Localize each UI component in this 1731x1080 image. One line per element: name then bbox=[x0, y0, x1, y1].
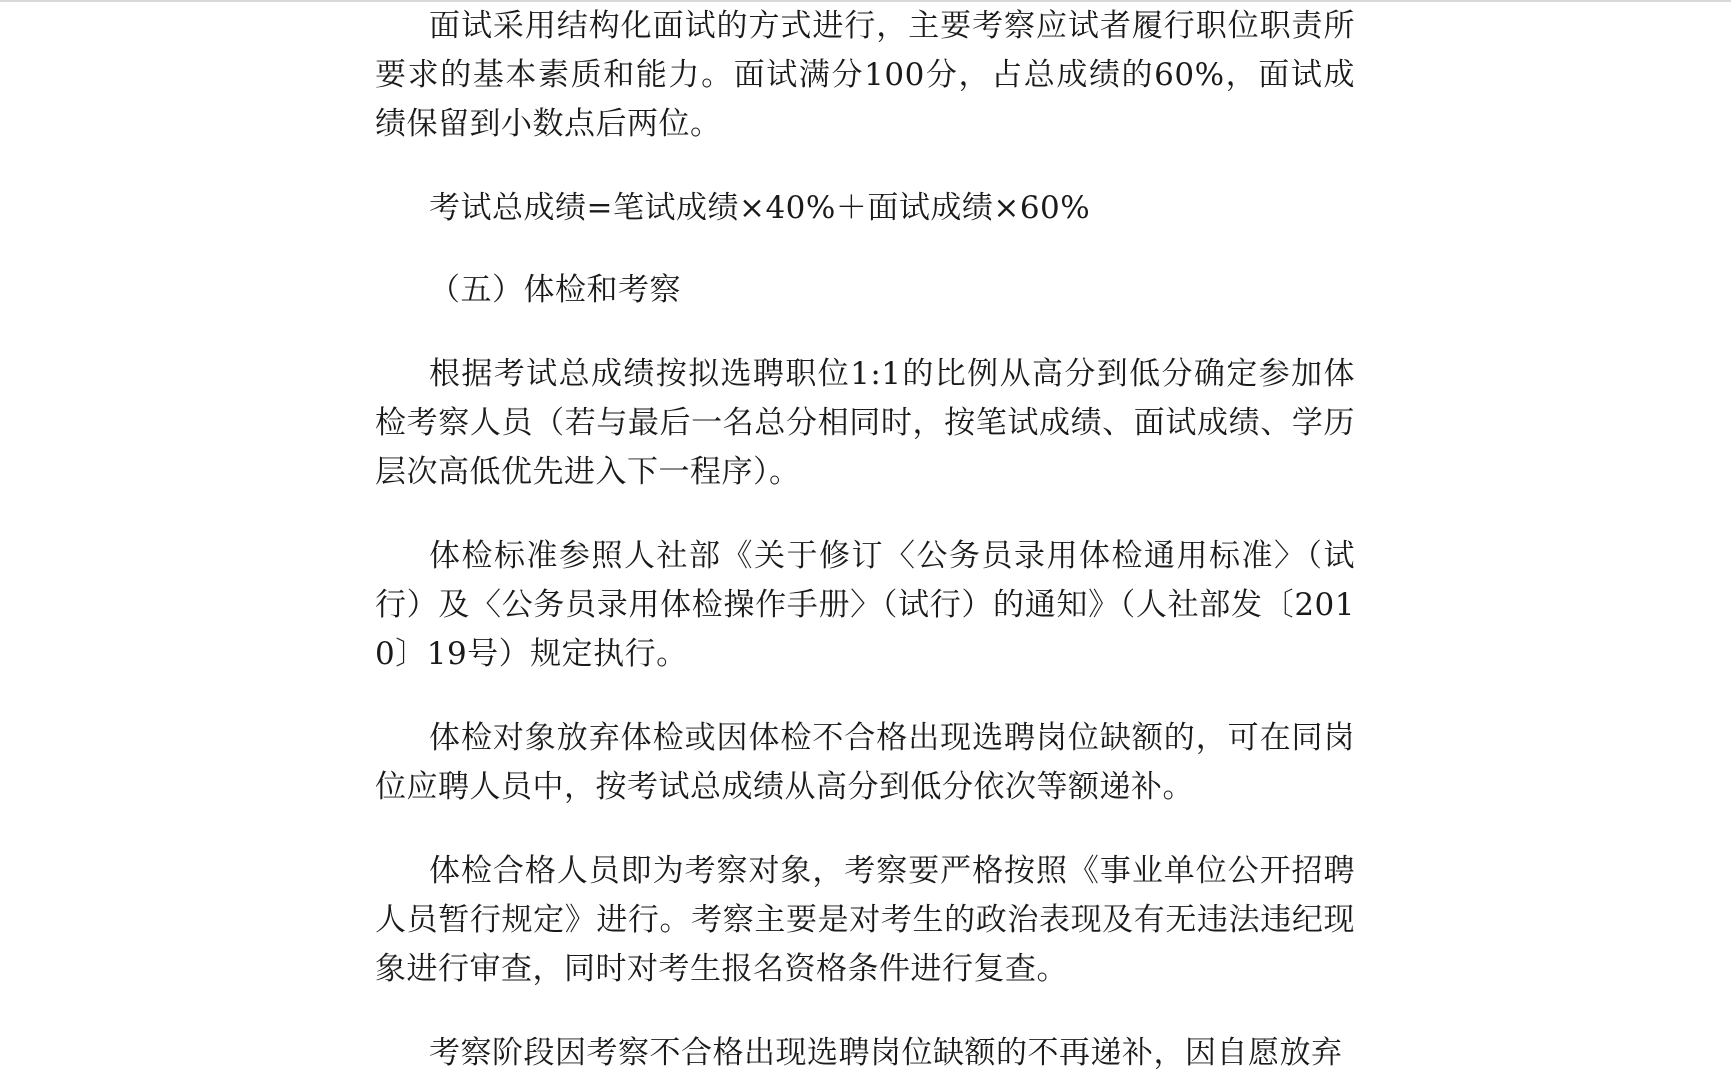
paragraph-vacancy-replacement: 体检对象放弃体检或因体检不合格出现选聘岗位缺额的，可在同岗位应聘人员中，按考试总成绩从高分到低分依次等额递补。 bbox=[375, 720, 1355, 805]
paragraph-medical-standard: 体检标准参照人社部《关于修订〈公务员录用体检通用标准〉（试行）及〈公务员录用体检操作手册〉（试行）的通知》（人社部发〔2010〕19号）规定执行。 bbox=[375, 538, 1355, 672]
paragraph-interview-method: 面试采用结构化面试的方式进行，主要考察应试者履行职位职责所要求的基本素质和能力。面试满分100分，占总成绩的60%，面试成绩保留到小数点后两位。 bbox=[375, 8, 1355, 142]
paragraph-inspection-vacancy: 考察阶段因考察不合格出现选聘岗位缺额的不再递补，因自愿放弃 bbox=[429, 1035, 1343, 1071]
section-heading-medical-exam: （五）体检和考察 bbox=[429, 272, 681, 308]
paragraph-inspection-objects: 体检合格人员即为考察对象，考察要严格按照《事业单位公开招聘人员暂行规定》进行。考察主要是对考生的政治表现及有无违法违纪现象进行审查，同时对考生报名资格条件进行复查。 bbox=[375, 853, 1355, 987]
paragraph-total-score-formula: 考试总成绩=笔试成绩×40%＋面试成绩×60% bbox=[429, 190, 1091, 226]
paragraph-exam-selection: 根据考试总成绩按拟选聘职位1:1的比例从高分到低分确定参加体检考察人员（若与最后一名总分相同时，按笔试成绩、面试成绩、学历层次高低优先进入下一程序）。 bbox=[375, 356, 1355, 490]
